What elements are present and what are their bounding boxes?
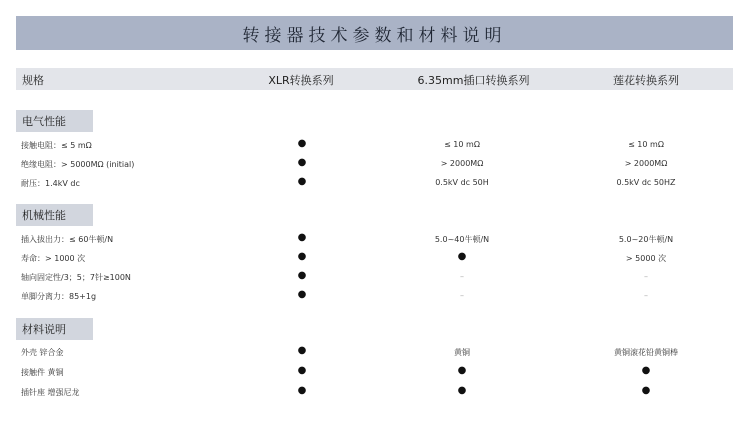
table-row bbox=[16, 386, 733, 400]
row-value-rca: ● bbox=[641, 365, 651, 376]
table-row bbox=[16, 158, 733, 172]
section-materials: 材料说明 bbox=[16, 318, 93, 340]
row-label: 耐压：1.4kV dc bbox=[21, 179, 80, 188]
row-label: 插针座 增强尼龙 bbox=[21, 388, 80, 397]
row-value-635: – bbox=[460, 272, 464, 281]
row-value-635: ≤ 10 mΩ bbox=[444, 140, 480, 149]
header-spec: 规格 bbox=[22, 74, 44, 87]
header-xlr-series: XLR转换系列 bbox=[268, 74, 334, 87]
row-value-rca: > 2000MΩ bbox=[624, 159, 668, 168]
table-row bbox=[16, 290, 733, 304]
row-label: 插入拔出力：≤ 60牛顿/N bbox=[21, 235, 114, 244]
row-label: 单脚分离力：85+1g bbox=[21, 292, 97, 301]
row-value-rca: 0.5kV dc 50HZ bbox=[616, 178, 676, 187]
row-value-635: 5.0~40牛顿/N bbox=[434, 235, 490, 244]
row-value-635: ● bbox=[457, 251, 467, 262]
row-value-xlr: ● bbox=[297, 176, 307, 187]
row-label: 绝缘电阻：> 5000MΩ (initial) bbox=[21, 160, 135, 169]
row-value-xlr: ● bbox=[297, 365, 307, 376]
table-row bbox=[16, 366, 733, 380]
row-value-635: ● bbox=[457, 365, 467, 376]
row-value-xlr: ● bbox=[297, 251, 307, 262]
table-row bbox=[16, 346, 733, 360]
row-value-rca: ● bbox=[641, 385, 651, 396]
row-value-rca: ≤ 10 mΩ bbox=[628, 140, 664, 149]
row-label: 轴向固定性/3；5；7针≥100N bbox=[21, 273, 131, 282]
header-rca-series: 莲花转换系列 bbox=[613, 74, 679, 87]
row-value-rca: 5.0~20牛顿/N bbox=[618, 235, 674, 244]
row-value-xlr: ● bbox=[297, 345, 307, 356]
row-value-xlr: ● bbox=[297, 157, 307, 168]
table-row bbox=[16, 271, 733, 285]
row-value-xlr: ● bbox=[297, 232, 307, 243]
row-value-635: > 2000MΩ bbox=[440, 159, 484, 168]
header-6-35mm-series: 6.35mm插口转换系列 bbox=[417, 74, 530, 87]
page-title: 转接器技术参数和材料说明 bbox=[16, 16, 733, 50]
row-value-635: 黄铜 bbox=[454, 348, 470, 357]
row-value-xlr: ● bbox=[297, 270, 307, 281]
row-value-xlr: ● bbox=[297, 289, 307, 300]
table-row bbox=[16, 252, 733, 266]
row-value-rca: – bbox=[644, 291, 648, 300]
table-row bbox=[16, 139, 733, 153]
section-mechanical: 机械性能 bbox=[16, 204, 93, 226]
row-value-635: ● bbox=[457, 385, 467, 396]
row-value-rca: – bbox=[644, 272, 648, 281]
row-label: 外壳 锌合金 bbox=[21, 348, 64, 357]
row-label: 接触电阻：≤ 5 mΩ bbox=[21, 141, 92, 150]
table-row bbox=[16, 233, 733, 247]
row-value-xlr: ● bbox=[297, 385, 307, 396]
table-header bbox=[16, 68, 733, 90]
row-label: 接触件 黄铜 bbox=[21, 368, 64, 377]
row-value-635: – bbox=[460, 291, 464, 300]
table-row bbox=[16, 177, 733, 191]
row-value-xlr: ● bbox=[297, 138, 307, 149]
row-label: 寿命：> 1000 次 bbox=[21, 254, 86, 263]
section-electrical: 电气性能 bbox=[16, 110, 93, 132]
row-value-rca: > 5000 次 bbox=[625, 254, 667, 263]
row-value-rca: 黄铜滚花铅黄铜棒 bbox=[614, 348, 678, 357]
row-value-635: 0.5kV dc 50H bbox=[435, 178, 489, 187]
